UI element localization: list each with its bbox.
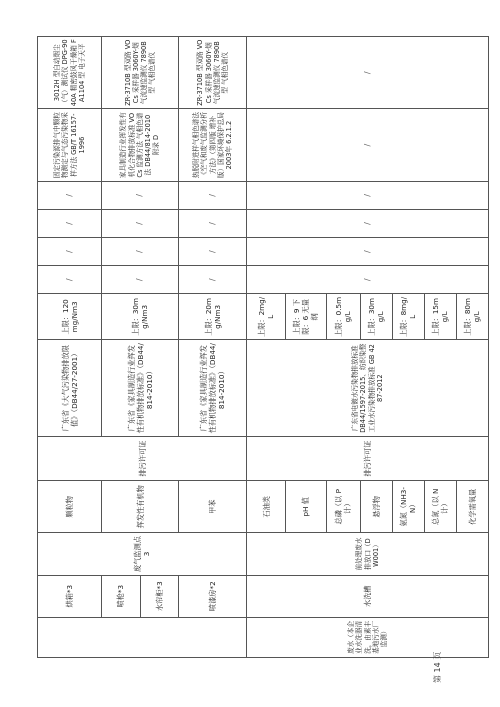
cell-method: 固定污染源排气中颗粒物测定与气态污染物采样方法 GB/T 16157-1996 <box>38 109 102 181</box>
table-row <box>247 37 285 658</box>
page-number: 第 14 页 <box>433 651 442 683</box>
cell-value: / <box>102 181 179 209</box>
cell-instrument: 3012H 型自动烟尘（气）测试仪 DPG-9040A 精密鼓风干燥箱 FA1104 型 电子天平 <box>38 37 102 109</box>
cell-method: / <box>247 109 489 181</box>
cell-value: / <box>102 238 179 266</box>
cell-method: 家具制造行业挥发性有机化合物排放标准 VOCs 监测方法 气相色谱法 DB44/814-2010 附录 D <box>102 109 179 181</box>
cell-value: / <box>38 266 102 294</box>
cell-value: / <box>247 238 489 266</box>
cell-pollutant: 甲苯 <box>179 481 247 533</box>
cell-value: / <box>247 181 489 209</box>
cell-instrument: / <box>247 37 489 109</box>
cell-value: / <box>179 209 247 237</box>
cell-limit: 上限：8mg/L <box>392 294 424 340</box>
cell-limit: 上限：80mg/L <box>456 294 488 340</box>
cell-value: / <box>179 266 247 294</box>
rotated-table-container <box>37 36 489 658</box>
cell-instrument: ZR-3710B 型双路 VOCs 采样器 3060Y-烟气流速监测仪 7890B 型 气相色谱仪 <box>102 37 179 109</box>
cell-pollutant: 石油类 <box>247 481 285 533</box>
cell-value: / <box>38 181 102 209</box>
cell-category: 废水（本企业水洗器清洗，由素丰基地污水厂监测） <box>247 617 489 657</box>
cell-pollutant: 悬浮物 <box>360 481 392 533</box>
cell-source: 水帘柜*3 <box>140 575 178 617</box>
cell-instrument: ZR-3710B 型双路 VOCs 采样器 3060Y-烟气流速监测仪 7890B 型 气相色谱仪 <box>179 37 247 109</box>
table-row <box>38 37 102 658</box>
cell-value: / <box>247 209 489 237</box>
cell-pollutant: 颗粒物 <box>38 481 102 533</box>
cell-source: 喷漆房*2 <box>179 575 247 617</box>
cell-pollutant: 挥发性有机物 <box>102 481 179 533</box>
cell-permit: 排污许可证 <box>247 436 489 480</box>
cell-limit: 上限：30mg/L <box>360 294 392 340</box>
cell-value: / <box>179 238 247 266</box>
cell-limit: 上限：30mg/Nm3 <box>102 294 179 340</box>
cell-limit: 上限：0.5mg/L <box>326 294 360 340</box>
cell-point: 废气监测点3 <box>38 533 247 575</box>
cell-value: / <box>102 266 179 294</box>
cell-limit: 上限：120mg/Nm3 <box>38 294 102 340</box>
cell-value: / <box>38 238 102 266</box>
cell-pollutant: 氨氮（NH3-N） <box>392 481 424 533</box>
cell-standard: 广东省《家具制造行业挥发性有机物排放标准》（DB44/814-2010） <box>179 340 247 436</box>
cell-value: / <box>102 209 179 237</box>
cell-limit: 上限：9 下限：6 无量纲 <box>285 294 326 340</box>
cell-source: 水洗槽 <box>247 575 489 617</box>
cell-standard: 广东省《家具制造行业挥发性有机物排放标准》（DB44/814-2010） <box>102 340 179 436</box>
cell-method: 热脱附进样气相色谱法《空气和废气监测分析方法》（第四版 增补版）国家环境保护总局 2003年 6.2.1.2 <box>179 109 247 181</box>
cell-permit: 排污许可证 <box>38 436 247 480</box>
cell-pollutant: 总磷（以 P 计） <box>326 481 360 533</box>
cell-value: / <box>38 209 102 237</box>
cell-source: 喷枪*3 <box>102 575 140 617</box>
cell-pollutant: 化学需氧量 <box>456 481 488 533</box>
cell-standard: 广东省《大气污染物排放限值》（DB44/27-2001） <box>38 340 102 436</box>
monitoring-table <box>37 36 489 658</box>
cell-pollutant: pH 值 <box>285 481 326 533</box>
cell-source: 烘箱*3 <box>38 575 102 617</box>
cell-limit: 上限：15mg/L <box>424 294 456 340</box>
cell-category <box>38 617 247 657</box>
cell-value: / <box>247 266 489 294</box>
cell-standard: 广东省电镀水污染物排放标准 DB44/1597-2015、纺织染整工业水污染物排放标准 GB 4287-2012 <box>247 340 489 436</box>
cell-point: 前处理废水排放口（DW001） <box>247 533 489 575</box>
cell-limit: 上限：20mg/Nm3 <box>179 294 247 340</box>
cell-limit: 上限：2mg/L <box>247 294 285 340</box>
cell-pollutant: 总氮（以 N 计） <box>424 481 456 533</box>
cell-value: / <box>179 181 247 209</box>
